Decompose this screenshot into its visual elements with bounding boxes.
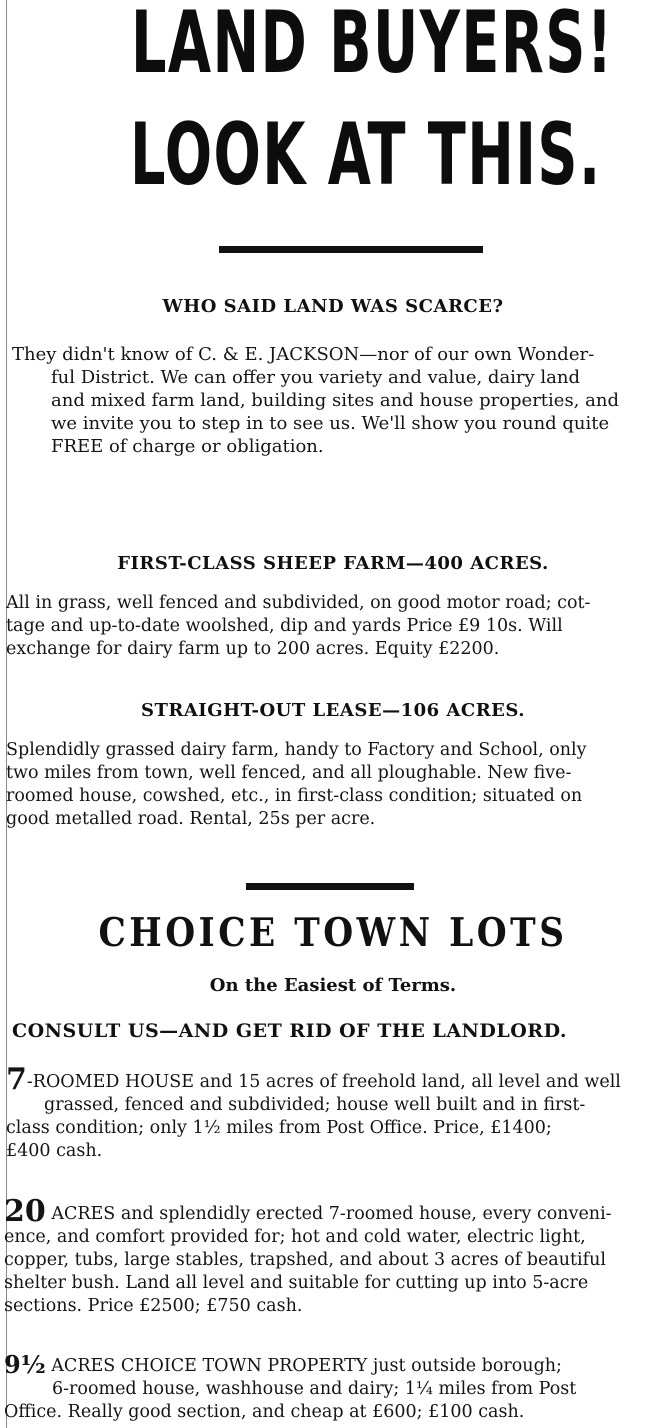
town-lots-heading: CHOICE TOWN LOTS <box>98 910 568 956</box>
sheep-farm-line: exchange for dairy farm up to 200 acres. Equity £2200. <box>6 639 500 659</box>
listing-lead: 7 <box>6 1062 27 1097</box>
listing-line: 6-roomed house, washhouse and dairy; 1¼ miles from Post <box>52 1379 577 1399</box>
listing-line: copper, tubs, large stables, trapshed, and about 3 acres of beautiful <box>4 1250 606 1270</box>
sheep-farm-heading: FIRST-CLASS SHEEP FARM—400 ACRES. <box>117 553 549 574</box>
sheep-farm-line: tage and up-to-date woolshed, dip and yards Price £9 10s. Will <box>6 616 563 636</box>
sheep-farm-paragraph <box>6 592 590 661</box>
listing-line: class condition; only 1½ miles from Post Office. Price, £1400; <box>6 1118 552 1138</box>
lease-paragraph <box>6 739 587 831</box>
listing-1 <box>6 1062 621 1163</box>
divider-rule <box>246 883 414 890</box>
listing-line: Office. Really good section, and cheap at £600; £100 cash. <box>4 1402 525 1422</box>
lease-heading: STRAIGHT-OUT LEASE—106 ACRES. <box>140 700 526 721</box>
listing-line: ACRES CHOICE TOWN PROPERTY just outside borough; <box>45 1356 562 1376</box>
listing-line: sections. Price £2500; £750 cash. <box>4 1296 303 1316</box>
intro-line: we invite you to step in to see us. We'll show you round quite <box>51 413 610 434</box>
listing-line: grassed, fenced and subdivided; house well built and in first- <box>44 1095 586 1115</box>
listing-2 <box>4 1194 612 1318</box>
headline-line-1: LAND BUYERS! <box>131 0 614 93</box>
lease-line: good metalled road. Rental, 25s per acre. <box>6 809 376 829</box>
intro-heading: WHO SAID LAND WAS SCARCE? <box>162 296 504 317</box>
headline-line-2: LOOK AT THIS. <box>130 105 602 205</box>
intro-paragraph <box>12 343 619 458</box>
listing-line: ACRES and splendidly erected 7-roomed house, every conveni- <box>45 1204 612 1224</box>
listing-lead: 9½ <box>4 1350 46 1379</box>
lease-line: two miles from town, well fenced, and all ploughable. New five- <box>6 763 572 783</box>
listing-3 <box>4 1350 577 1424</box>
divider-rule <box>219 246 483 253</box>
listing-line: £400 cash. <box>6 1141 103 1161</box>
intro-line: FREE of charge or obligation. <box>51 436 324 457</box>
listing-line: shelter bush. Land all level and suitable for cutting up into 5-acre <box>4 1273 589 1293</box>
sheep-farm-line: All in grass, well fenced and subdivided, on good motor road; cot- <box>6 593 591 613</box>
listing-lead: 20 <box>4 1194 46 1229</box>
intro-line: ful District. We can offer you variety and value, dairy land <box>51 367 581 388</box>
listing-line: -ROOMED HOUSE and 15 acres of freehold land, all level and well <box>26 1072 621 1092</box>
intro-line: They didn't know of C. & E. JACKSON—nor of our own Wonder- <box>12 344 595 365</box>
listing-line: ence, and comfort provided for; hot and cold water, electric light, <box>4 1227 586 1247</box>
lease-line: Splendidly grassed dairy farm, handy to Factory and School, only <box>6 740 587 760</box>
lease-line: roomed house, cowshed, etc., in first-class condition; situated on <box>6 786 583 806</box>
consult-heading: CONSULT US—AND GET RID OF THE LANDLORD. <box>12 1020 568 1042</box>
intro-line: and mixed farm land, building sites and house properties, and <box>51 390 619 411</box>
town-lots-subheading: On the Easiest of Terms. <box>209 975 457 996</box>
